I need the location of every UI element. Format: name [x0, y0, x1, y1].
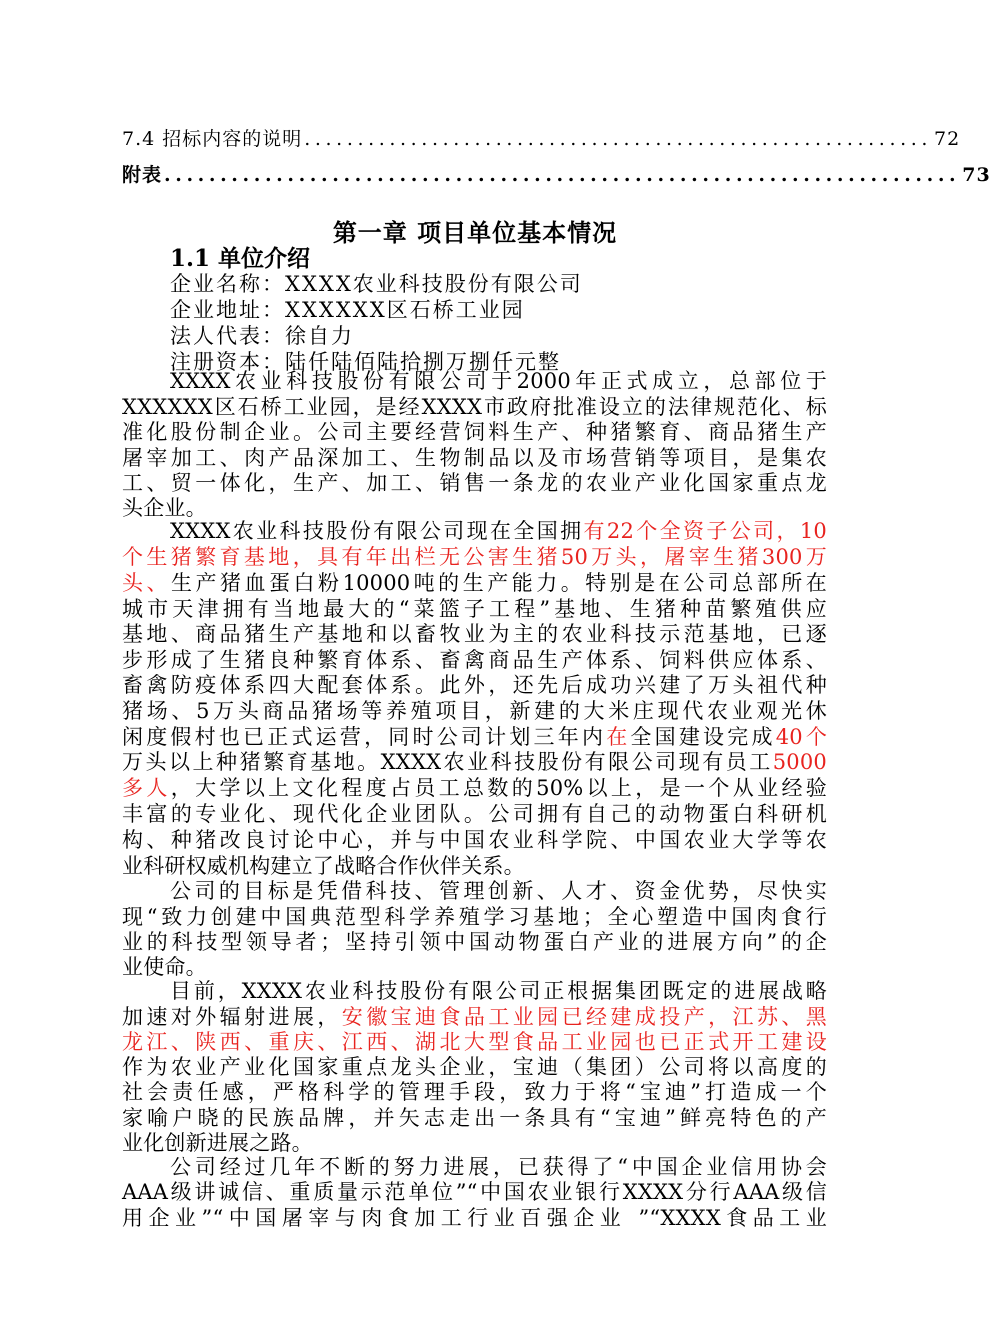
highlighted-text: 多人 [122, 776, 171, 800]
highlighted-text: 龙江、陕西、重庆、江西、湖北大型食品工业园也已正式开工建设 [122, 1030, 827, 1054]
paragraph-line [170, 977, 827, 1005]
paragraph-line [122, 903, 827, 931]
text-run: 业的科技型领导者；坚持引领中国动物蛋白产业的进展方向”的企 [122, 930, 827, 954]
chapter-title: 第一章 项目单位基本情况 [332, 218, 618, 247]
paragraph-line [122, 723, 827, 751]
text-run: 业使命。 [122, 955, 207, 979]
toc-entry-page: 73 [962, 164, 991, 186]
paragraph-line [122, 469, 827, 497]
toc-entry-label: 附表 [122, 164, 163, 186]
highlighted-text: 头、 [122, 571, 172, 595]
paragraph-line [122, 928, 827, 956]
text-run: 作为农业产业化国家重点龙头企业，宝迪（集团）公司将以高度的 [122, 1055, 827, 1079]
highlighted-text: 40个 [775, 725, 828, 749]
text-run: 工、贸一体化，生产、加工、销售一条龙的农业产业化国家重点龙 [122, 471, 827, 495]
paragraph-line [122, 852, 827, 880]
highlighted-text: 在 [606, 725, 631, 749]
paragraph-line [122, 1078, 827, 1106]
highlighted-text: 5000 [772, 750, 827, 774]
paragraph-line [122, 595, 827, 623]
text-run: 现“致力创建中国典范型科学养殖学习基地；全心塑造中国肉食行 [122, 905, 827, 929]
paragraph-line [122, 393, 827, 421]
text-run: 猪场、5万头商品猪场等养殖项目，新建的大米庄现代农业观光休 [122, 699, 827, 723]
paragraph-line [122, 1104, 827, 1132]
text-run: XXXXXX区石桥工业园，是经XXXX市政府批准设立的法律规范化、标 [122, 395, 827, 419]
toc-leader-dots: ........................................................... [304, 128, 932, 150]
text-run: 屠宰加工、肉产品深加工、生物制品以及市场营销等项目，是集农 [122, 446, 827, 470]
paragraph-line [170, 877, 827, 905]
paragraph-line [122, 748, 827, 776]
paragraph-line [122, 543, 827, 571]
paragraph-line [170, 517, 827, 545]
paragraph-line [122, 826, 827, 854]
paragraph-line [122, 444, 827, 472]
toc-leader-dots: ....................................................................... [164, 164, 961, 186]
text-run: XXXX农业科技股份有限公司于2000年正式成立，总部位于 [170, 369, 827, 393]
section-title: 1.1 单位介绍 [170, 245, 311, 272]
text-run: 用企业”“中国屠宰与肉食加工行业百强企业 ”“XXXX食品工业 [122, 1206, 827, 1230]
paragraph-line [122, 774, 827, 802]
text-run: 万头以上种猪繁育基地。XXXX农业科技股份有限公司现有员工 [122, 750, 773, 774]
toc-entry[interactable] [122, 124, 961, 151]
text-run: 全国建设完成 [630, 725, 776, 749]
paragraph-line [122, 1053, 827, 1081]
paragraph-line [170, 1153, 827, 1181]
text-run: 构、种猪改良讨论中心，并与中国农业科学院、中国农业大学等农 [122, 828, 827, 852]
text-run: 畜禽防疫体系四大配套体系。此外，还先后成功兴建了万头祖代种 [122, 673, 827, 697]
text-run: 闲度假村也已正式运营，同时公司计划三年内 [122, 725, 607, 749]
paragraph-line [122, 697, 827, 725]
paragraph-line [170, 367, 827, 395]
text-run: 基地、商品猪生产基地和以畜牧业为主的农业科技示范基地，已逐 [122, 622, 827, 646]
registered-capital-line: 注册资本：陆仟陆佰陆拾捌万捌仟元整 [170, 350, 561, 374]
text-run: 生产猪血蛋白粉10000吨的生产能力。特别是在公司总部所在 [171, 571, 827, 595]
highlighted-text: 安徽宝迪食品工业园已经建成投产，江苏、黑 [341, 1005, 827, 1029]
company-name-line: 企业名称：XXXX农业科技股份有限公司 [170, 272, 583, 296]
paragraph-line [122, 1204, 827, 1232]
text-run: 公司经过几年不断的努力进展，已获得了“中国企业信用协会 [170, 1155, 827, 1179]
paragraph-line [122, 1028, 827, 1056]
text-run: 步形成了生猪良种繁育体系、畜禽商品生产体系、饲料供应体系、 [122, 648, 827, 672]
text-run: 社会责任感，严格科学的管理手段，致力于将“宝迪”打造成一个 [122, 1080, 827, 1104]
text-run: 业化创新进展之路。 [122, 1131, 313, 1155]
paragraph-line [122, 646, 827, 674]
text-run: 目前，XXXX农业科技股份有限公司正根据集团既定的进展战略 [170, 979, 827, 1003]
text-run: 加速对外辐射进展， [122, 1005, 342, 1029]
paragraph-line [122, 1003, 827, 1031]
legal-representative-line: 法人代表：徐自力 [170, 324, 354, 348]
paragraph-line [122, 800, 827, 828]
toc-entry-page: 72 [934, 128, 961, 150]
text-run: 头企业。 [122, 496, 207, 520]
paragraph-line [122, 671, 827, 699]
highlighted-text: 有22个全资子公司，10 [583, 519, 827, 543]
text-run: 丰富的专业化、现代化企业团队。公司拥有自己的动物蛋白科研机 [122, 802, 827, 826]
paragraph-line [122, 1178, 827, 1206]
text-run: 城市天津拥有当地最大的“菜篮子工程”基地、生猪种苗繁殖供应 [122, 597, 827, 621]
text-run: 公司的目标是凭借科技、管理创新、人才、资金优势，尽快实 [170, 879, 827, 903]
highlighted-text: 个生猪繁育基地，具有年出栏无公害生猪50万头，屠宰生猪300万 [122, 545, 827, 569]
toc-entry[interactable] [122, 160, 991, 187]
text-run: ，大学以上文化程度占员工总数的50%以上，是一个从业经验 [170, 776, 828, 800]
text-run: 准化股份制企业。公司主要经营饲料生产、种猪繁育、商品猪生产 [122, 420, 827, 444]
paragraph-line [122, 418, 827, 446]
text-run: AAA级讲诚信、重质量示范单位”“中国农业银行XXXX分行AAA级信 [122, 1180, 827, 1204]
paragraph-line [122, 569, 827, 597]
text-run: 家喻户晓的民族品牌，并矢志走出一条具有“宝迪”鲜亮特色的产 [122, 1106, 827, 1130]
company-address-line: 企业地址：XXXXXX区石桥工业园 [170, 298, 525, 322]
toc-entry-label: 7.4 招标内容的说明 [122, 128, 303, 150]
text-run: XXXX农业科技股份有限公司现在全国拥 [170, 519, 584, 543]
text-run: 业科研权威机构建立了战略合作伙伴关系。 [122, 854, 525, 878]
paragraph-line [122, 620, 827, 648]
